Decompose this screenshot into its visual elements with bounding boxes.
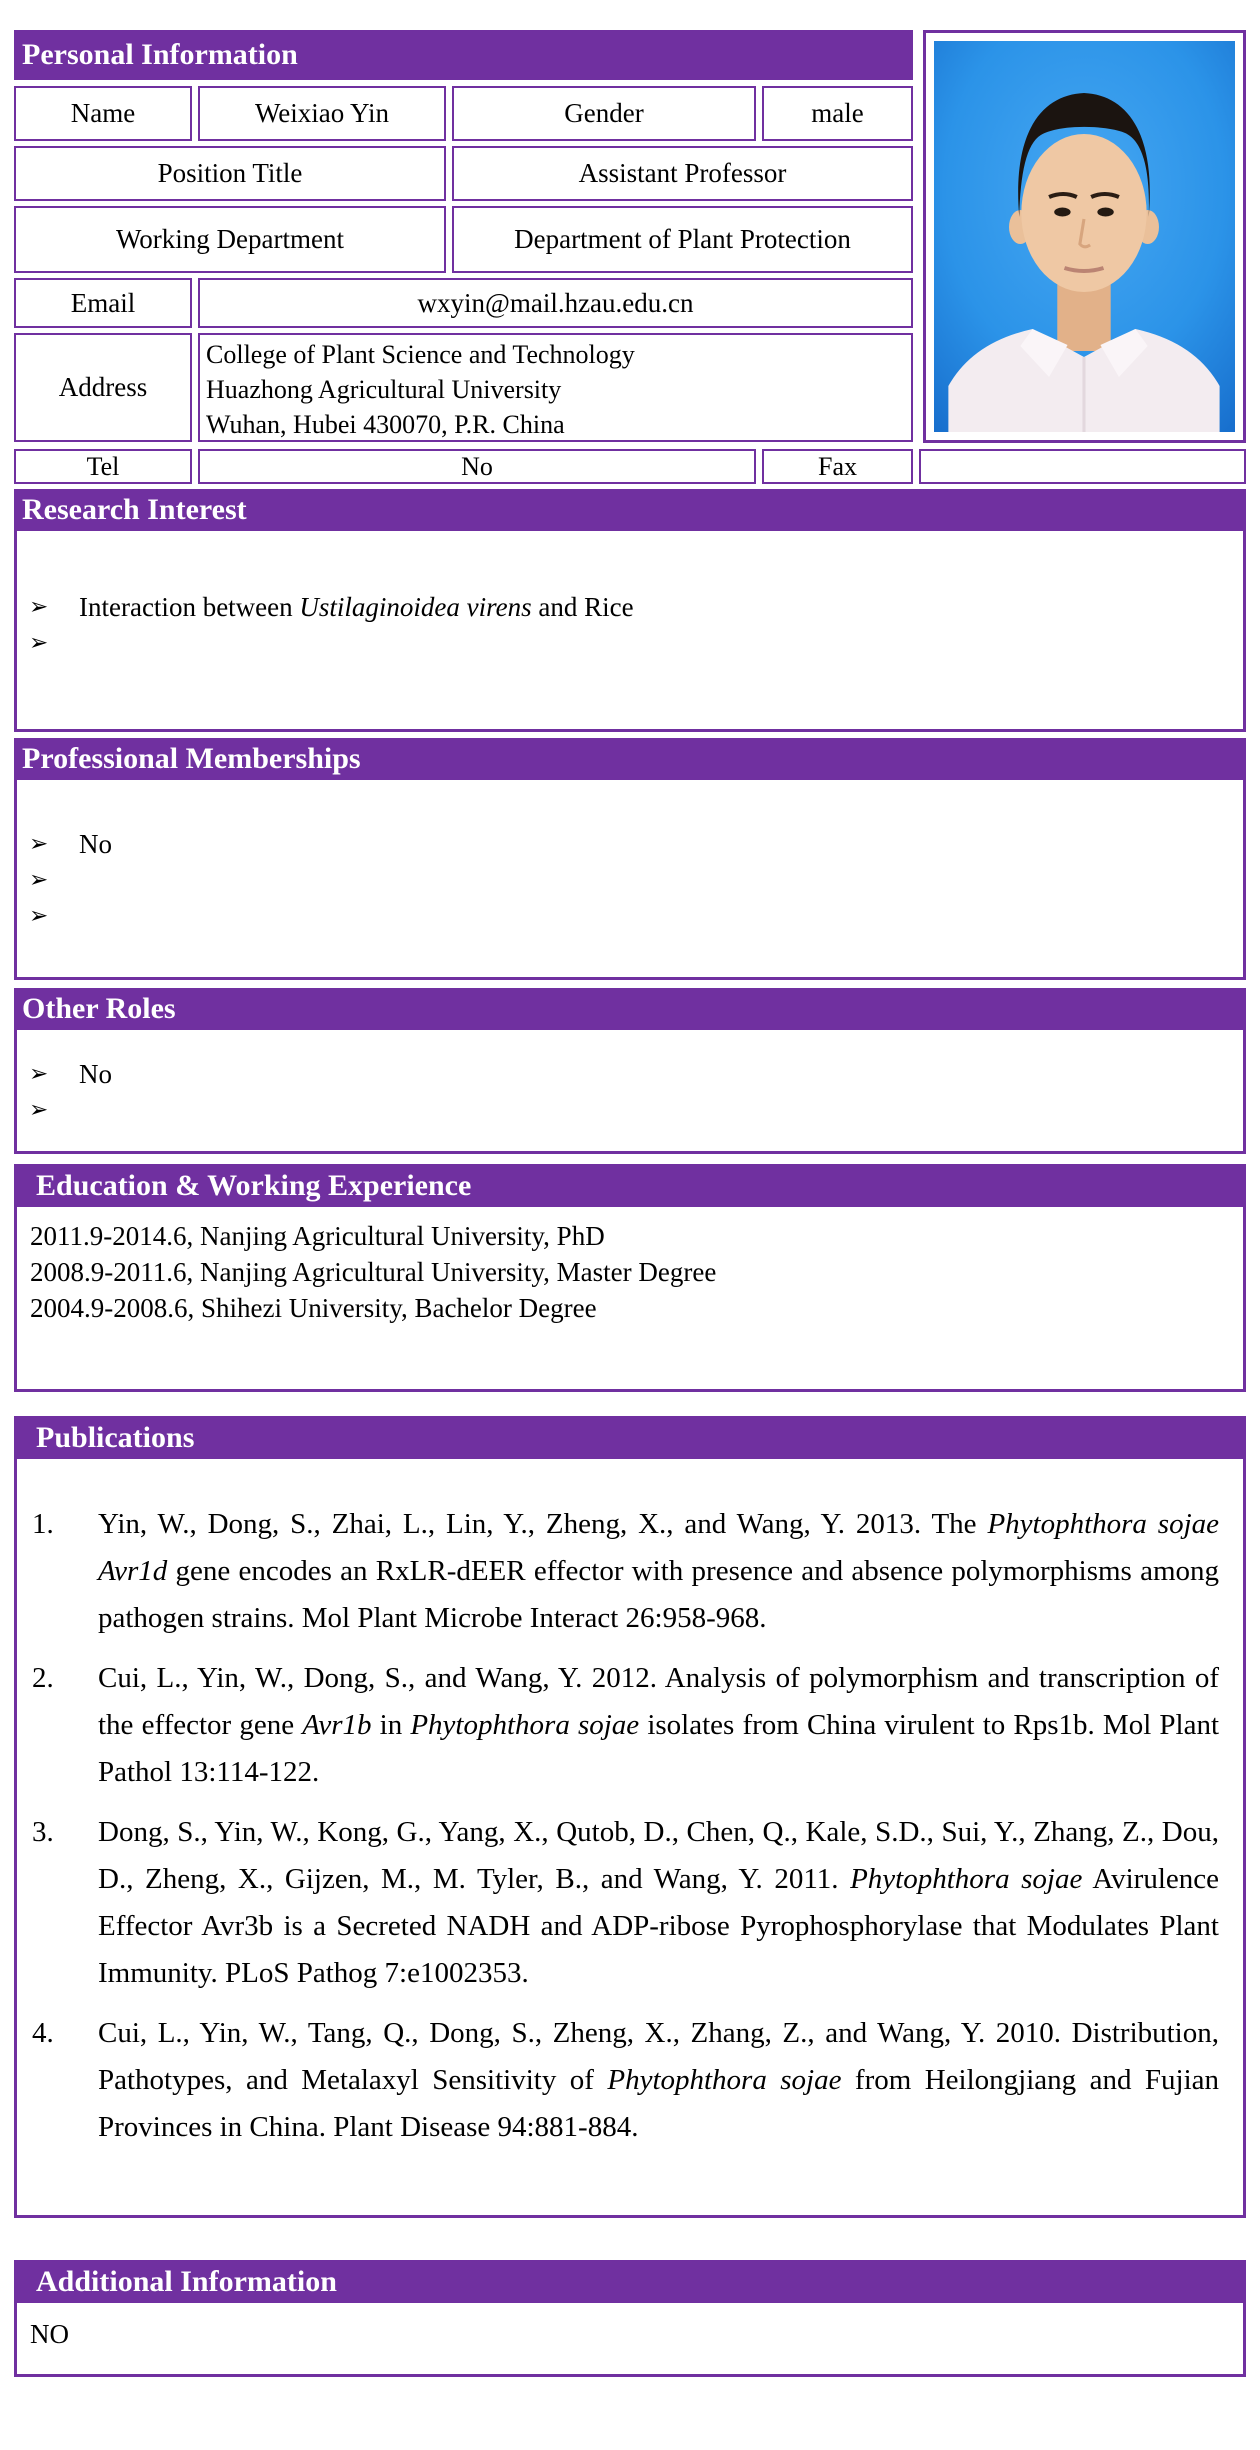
gender-value: male [762,86,913,141]
text-segment: Avirulence Effector Avr3b is a Secreted NADH and ADP-ribose Pyrophosphorylase that Modulates Plant Immunity. PLoS Pathog 7:e1002353. [98,1863,1219,1989]
address-label: Address [14,333,192,442]
profile-photo [923,30,1246,443]
arrow-bullet-icon: ➢ [29,831,49,857]
name-value: Weixiao Yin [198,86,446,141]
personal-info-table [14,30,913,443]
italic-text: Ustilaginoidea virens [299,592,532,622]
publications-box [14,1459,1246,2218]
bullet-item [17,862,1243,898]
email-label: Email [14,278,192,328]
publications-header: Publications [14,1416,1246,1459]
text-segment: Interaction between [79,592,300,622]
bullet-item [17,826,1243,862]
fax-label: Fax [762,449,913,484]
italic-text: Avr1b [302,1709,372,1741]
address-value [198,333,913,442]
education-box [14,1207,1246,1392]
personal-information-header: Personal Information [14,30,913,80]
bullet-item [17,625,1243,661]
gender-label: Gender [452,86,756,141]
bullet-item [17,1092,1243,1128]
text-segment: Dong, S., Yin, W., Kong, G., Yang, X., Qutob, D., Chen, Q., Kale, S.D., Sui, Y., Zhang, Z., Dou, D., Zheng, X., Gijzen, M., M. Tyler, B., and Wang, Y. 2011. [98,1816,1219,1895]
publication-item [32,1501,1219,1642]
text-segment: Cui, L., Yin, W., Tang, Q., Dong, S., Zheng, X., Zhang, Z., and Wang, Y. 2010. Distribution, Pathotypes, and Metalaxyl Sensitivity of [98,2017,1219,2096]
professional-memberships-header: Professional Memberships [14,738,1246,780]
bullet-text [79,625,1243,661]
bullet-text [79,589,1243,625]
other-roles-header: Other Roles [14,988,1246,1030]
bullet-item [17,589,1243,625]
text-segment: isolates from China virulent to Rps1b. Mol Plant Pathol 13:114-122. [98,1709,1220,1788]
bullet-item [17,1056,1243,1092]
tel-label: Tel [14,449,192,484]
arrow-bullet-icon: ➢ [29,903,49,929]
text-line: Wuhan, Hubei 430070, P.R. China [206,410,565,439]
bullet-text [79,1092,1243,1128]
position-title-label: Position Title [14,146,446,201]
fax-value [919,449,1246,484]
publication-text [98,1501,1219,1642]
publication-text [98,2010,1219,2151]
tel-fax-row [14,449,1246,484]
publication-text [98,1809,1219,1997]
publication-item [32,1809,1219,1997]
text-line: Huazhong Agricultural University [206,375,562,404]
additional-information-header: Additional Information [14,2260,1246,2303]
publication-number: 4. [32,2017,54,2049]
professional-memberships-box [14,780,1246,980]
text-line: College of Plant Science and Technology [206,340,635,369]
additional-information-box [14,2303,1246,2377]
bullet-item [17,898,1243,934]
working-department-label: Working Department [14,206,446,273]
arrow-bullet-icon: ➢ [29,867,49,893]
arrow-bullet-icon: ➢ [29,1097,49,1123]
text-segment: No [79,1059,112,1089]
personal-info-section [14,30,1246,443]
italic-text: Phytophthora sojae Avr1d [98,1508,1220,1587]
other-roles-box [14,1030,1246,1154]
bullet-text [79,1056,1243,1092]
text-segment: Yin, W., Dong, S., Zhai, L., Lin, Y., Zheng, X., and Wang, Y. 2013. The [98,1508,988,1540]
email-value: wxyin@mail.hzau.edu.cn [198,278,913,328]
italic-text: Phytophthora sojae [607,2064,842,2096]
research-interest-box [14,531,1246,732]
personal-info-grid [14,86,913,442]
text-line: 2011.9-2014.6, Nanjing Agricultural University, PhD [30,1221,605,1251]
text-line: 2008.9-2011.6, Nanjing Agricultural University, Master Degree [30,1257,717,1287]
italic-text: Phytophthora sojae [410,1709,640,1741]
italic-text: Phytophthora sojae [850,1863,1083,1895]
arrow-bullet-icon: ➢ [29,630,49,656]
text-segment: from Heilongjiang and Fujian Provinces in China. Plant Disease 94:881-884. [98,2064,1219,2143]
text-segment: gene encodes an RxLR-dEER effector with presence and absence polymorphisms among pathogen strains. Mol Plant Microbe Interact 26:958-968. [98,1555,1219,1634]
publication-item [32,2010,1219,2151]
bullet-text [79,826,1243,862]
publication-number: 3. [32,1816,54,1848]
portrait-illustration [934,41,1235,432]
text-line: 2004.9-2008.6, Shihezi University, Bachelor Degree [30,1293,597,1323]
publication-text [98,1655,1219,1796]
bullet-text [79,862,1243,898]
text-segment: and Rice [531,592,634,622]
name-label: Name [14,86,192,141]
research-interest-header: Research Interest [14,489,1246,531]
publication-number: 1. [32,1508,54,1540]
arrow-bullet-icon: ➢ [29,594,49,620]
text-segment: in [371,1709,411,1741]
position-title-value: Assistant Professor [452,146,913,201]
education-header: Education & Working Experience [14,1164,1246,1207]
text-segment: No [79,829,112,859]
bullet-text [79,898,1243,934]
tel-value: No [198,449,756,484]
additional-information-value: NO [30,2319,69,2349]
publication-item [32,1655,1219,1796]
text-segment: Cui, L., Yin, W., Dong, S., and Wang, Y. 2012. Analysis of polymorphism and transcription of the effector gene [98,1662,1219,1741]
arrow-bullet-icon: ➢ [29,1061,49,1087]
publication-number: 2. [32,1662,54,1694]
working-department-value: Department of Plant Protection [452,206,913,273]
